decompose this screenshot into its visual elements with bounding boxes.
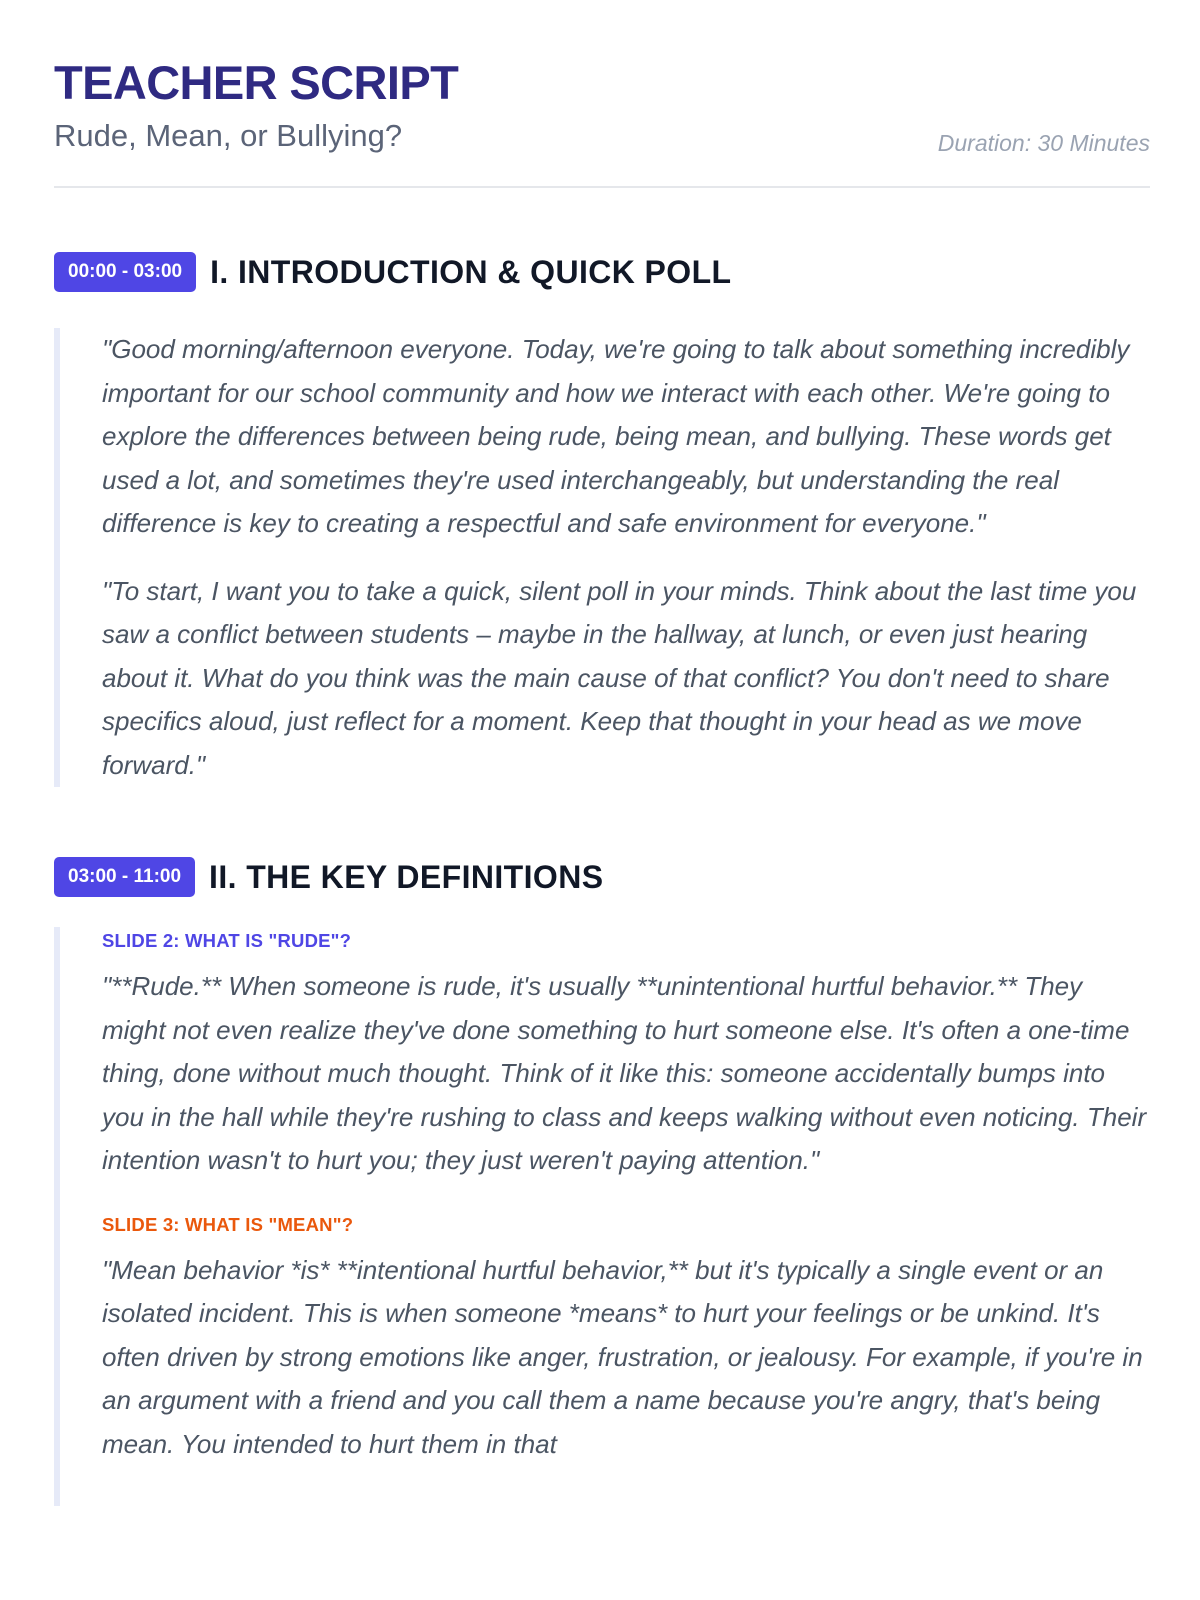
document-subtitle: Rude, Mean, or Bullying? [54, 118, 403, 153]
time-badge: 03:00 - 11:00 [54, 857, 195, 897]
section-heading [54, 244, 1150, 300]
section-title: I. INTRODUCTION & QUICK POLL [210, 253, 732, 290]
slide-block-rude [102, 927, 1150, 1183]
section-key-definitions [54, 849, 1150, 1506]
script-paragraph: "Good morning/afternoon everyone. Today, we're going to talk about something incredibly important for our school community and how we interact with each other. We're going to explore the differences between being rude, being mean, and bullying. These words get used a lot, and sometimes they're used interchangeably, but understanding the real difference is key to creating a respectful and safe environment for everyone." [102, 334, 1130, 538]
section-body [54, 927, 1150, 1506]
script-paragraph: "To start, I want you to take a quick, silent poll in your minds. Think about the last time you saw a conflict between students – maybe in the hallway, at lunch, or even just hearing about it. What do you think was the main cause of that conflict? You don't need to share specifics aloud, just reflect for a moment. Keep that thought in your head as we move forward." [102, 575, 1137, 780]
section-body [54, 328, 1150, 787]
script-paragraph: "Mean behavior *is* **intentional hurtful behavior,** but it's typically a single event or an isolated incident. This is when someone *means* to hurt your feelings or be unkind. It's often driven by strong emotions like anger, frustration, or jealousy. For example, if you're in an argument with a friend and you call them a name because you're angry, that's being mean. You intended to hurt them in that [102, 1254, 1143, 1459]
slide-label: SLIDE 3: WHAT IS "MEAN"? [102, 1213, 354, 1235]
script-paragraph: "**Rude.** When someone is rude, it's usually **unintentional hurtful behavior.** They might not even realize they've done something to hurt someone else. It's often a one-time thing, done without much thought. Think of it like this: someone accidentally bumps into you in the hall while they're rushing to class and keeps walking without even noticing. Their intention wasn't to hurt you; they just weren't paying attention." [102, 971, 1147, 1175]
slide-block-mean [102, 1211, 1150, 1467]
document-title: TEACHER SCRIPT [54, 56, 459, 109]
section-title: II. THE KEY DEFINITIONS [209, 858, 604, 895]
section-introduction [54, 244, 1150, 787]
section-heading [54, 849, 1150, 905]
duration-label: Duration: 30 Minutes [937, 130, 1150, 156]
document-header [54, 54, 1150, 188]
slide-label: SLIDE 2: WHAT IS "RUDE"? [102, 930, 352, 951]
time-badge: 00:00 - 03:00 [54, 252, 196, 292]
